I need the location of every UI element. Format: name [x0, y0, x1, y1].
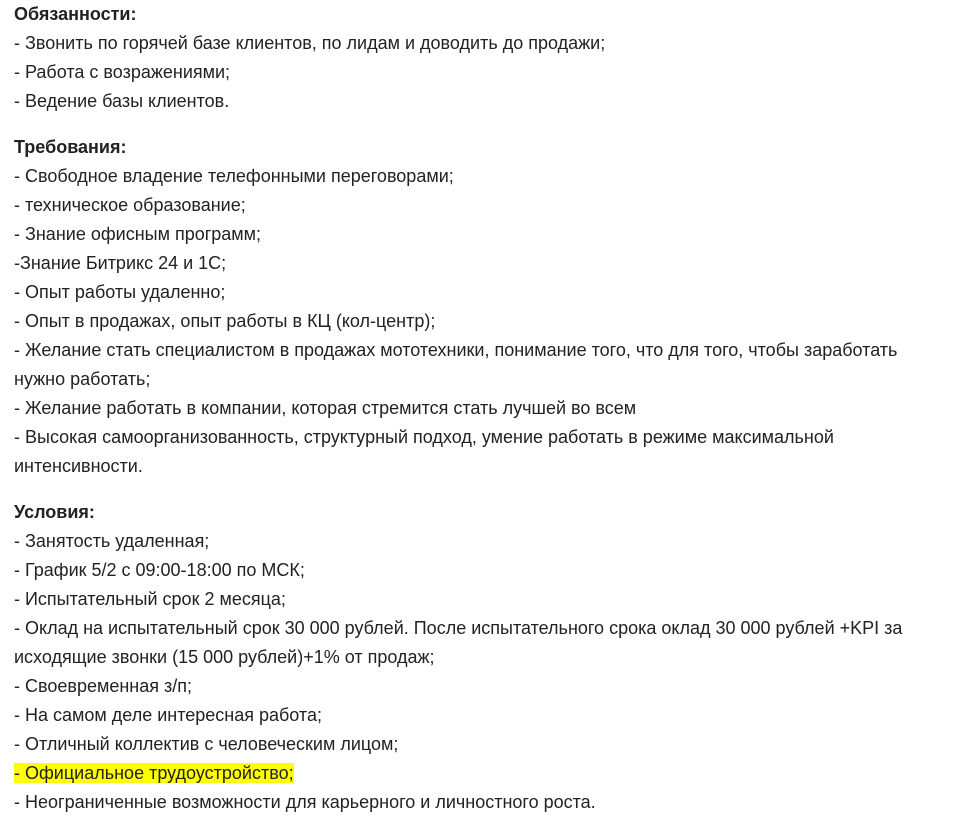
conditions-section [14, 498, 947, 817]
condition-item: - Своевременная з/п; [14, 676, 192, 696]
duties-section [14, 0, 947, 116]
requirement-item: -Знание Битрикс 24 и 1С; [14, 253, 227, 273]
requirement-item: - Свободное владение телефонными переговорами; [14, 166, 454, 186]
condition-item: - График 5/2 с 09:00-18:00 по МСК; [14, 560, 305, 580]
condition-item: - Занятость удаленная; [14, 531, 210, 551]
duty-item: - Ведение базы клиентов. [14, 91, 230, 111]
duty-item: - Работа с возражениями; [14, 62, 231, 82]
section-gap [14, 116, 947, 133]
requirement-item: - техническое образование; [14, 195, 246, 215]
condition-item: - Неограниченные возможности для карьерного и личностного роста. [14, 792, 596, 812]
requirement-item: - Знание офисным программ; [14, 224, 262, 244]
duties-heading: Обязанности: [14, 4, 137, 24]
requirement-item: - Опыт работы удаленно; [14, 282, 226, 302]
requirement-item: - Опыт в продажах, опыт работы в КЦ (кол-центр); [14, 311, 436, 331]
requirements-list [14, 162, 947, 481]
highlight-mark: - Официальное трудоустройство; [14, 763, 294, 783]
section-gap [14, 481, 947, 498]
requirement-item: - Желание работать в компании, которая стремится стать лучшей во всем [14, 398, 637, 418]
condition-item: - Отличный коллектив с человеческим лицом; [14, 734, 399, 754]
requirement-item: - Высокая самоорганизованность, структурный подход, умение работать в режиме максимальной интенсивности. [14, 427, 834, 476]
condition-item: - Испытательный срок 2 месяца; [14, 589, 286, 609]
duty-item: - Звонить по горячей базе клиентов, по лидам и доводить до продажи; [14, 33, 606, 53]
condition-item-highlighted [14, 759, 947, 788]
requirements-heading: Требования: [14, 137, 127, 157]
requirements-section [14, 133, 947, 481]
conditions-heading: Условия: [14, 502, 95, 522]
condition-item: - Оклад на испытательный срок 30 000 рублей. После испытательного срока оклад 30 000 рублей +KPI за исходящие звонки (15 000 рублей)+1% от продаж; [14, 618, 903, 667]
requirement-item: - Желание стать специалистом в продажах мототехники, понимание того, что для того, чтобы заработать нужно работать; [14, 340, 898, 389]
condition-item: - На самом деле интересная работа; [14, 705, 322, 725]
conditions-list [14, 527, 947, 817]
duties-list [14, 29, 947, 116]
